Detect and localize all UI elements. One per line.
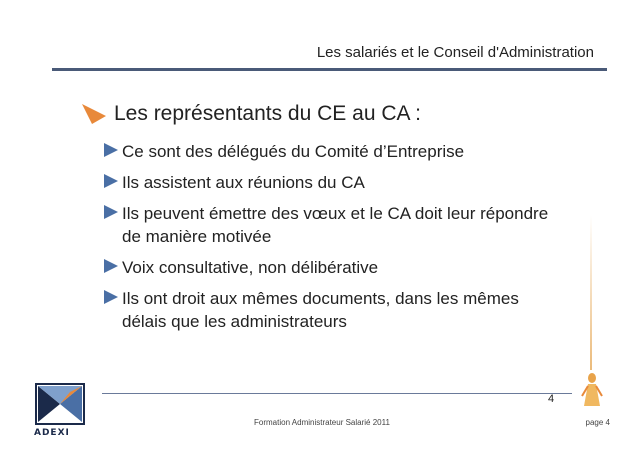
footer-divider xyxy=(102,393,572,394)
bullet-triangle-icon xyxy=(104,205,118,219)
bullet-text: Voix consultative, non délibérative xyxy=(122,258,379,277)
figure-decoration-icon xyxy=(578,372,606,406)
list-item xyxy=(104,202,564,248)
bullet-text: Ils ont droit aux mêmes documents, dans les mêmes délais que les administrateurs xyxy=(122,289,519,331)
bullet-text: Ce sont des délégués du Comité d’Entreprise xyxy=(122,142,465,161)
bullet-triangle-icon xyxy=(104,259,118,273)
slide-header-title: Les salariés et le Conseil d'Administration xyxy=(316,44,594,61)
bullet-triangle-icon xyxy=(104,143,118,157)
bullet-list xyxy=(104,140,564,341)
list-item xyxy=(104,256,564,279)
bullet-text: Ils assistent aux réunions du CA xyxy=(122,173,365,192)
slide-number: 4 xyxy=(548,393,555,405)
heading-row xyxy=(82,102,421,126)
list-item xyxy=(104,171,564,194)
header-divider xyxy=(52,68,607,71)
bullet-triangle-icon xyxy=(104,290,118,304)
bullet-text: Ils peuvent émettre des vœux et le CA doit leur répondre de manière motivée xyxy=(122,204,549,246)
slide-heading: Les représentants du CE au CA : xyxy=(114,102,422,125)
logo-text: ADEXI xyxy=(34,428,70,438)
heading-arrow-icon xyxy=(82,104,106,124)
list-item xyxy=(104,287,564,333)
footer-course-title: Formation Administrateur Salarié 2011 xyxy=(254,418,390,427)
list-item xyxy=(104,140,564,163)
footer-page-label: page 4 xyxy=(585,418,610,427)
decorative-line xyxy=(590,215,592,370)
bullet-triangle-icon xyxy=(104,174,118,188)
